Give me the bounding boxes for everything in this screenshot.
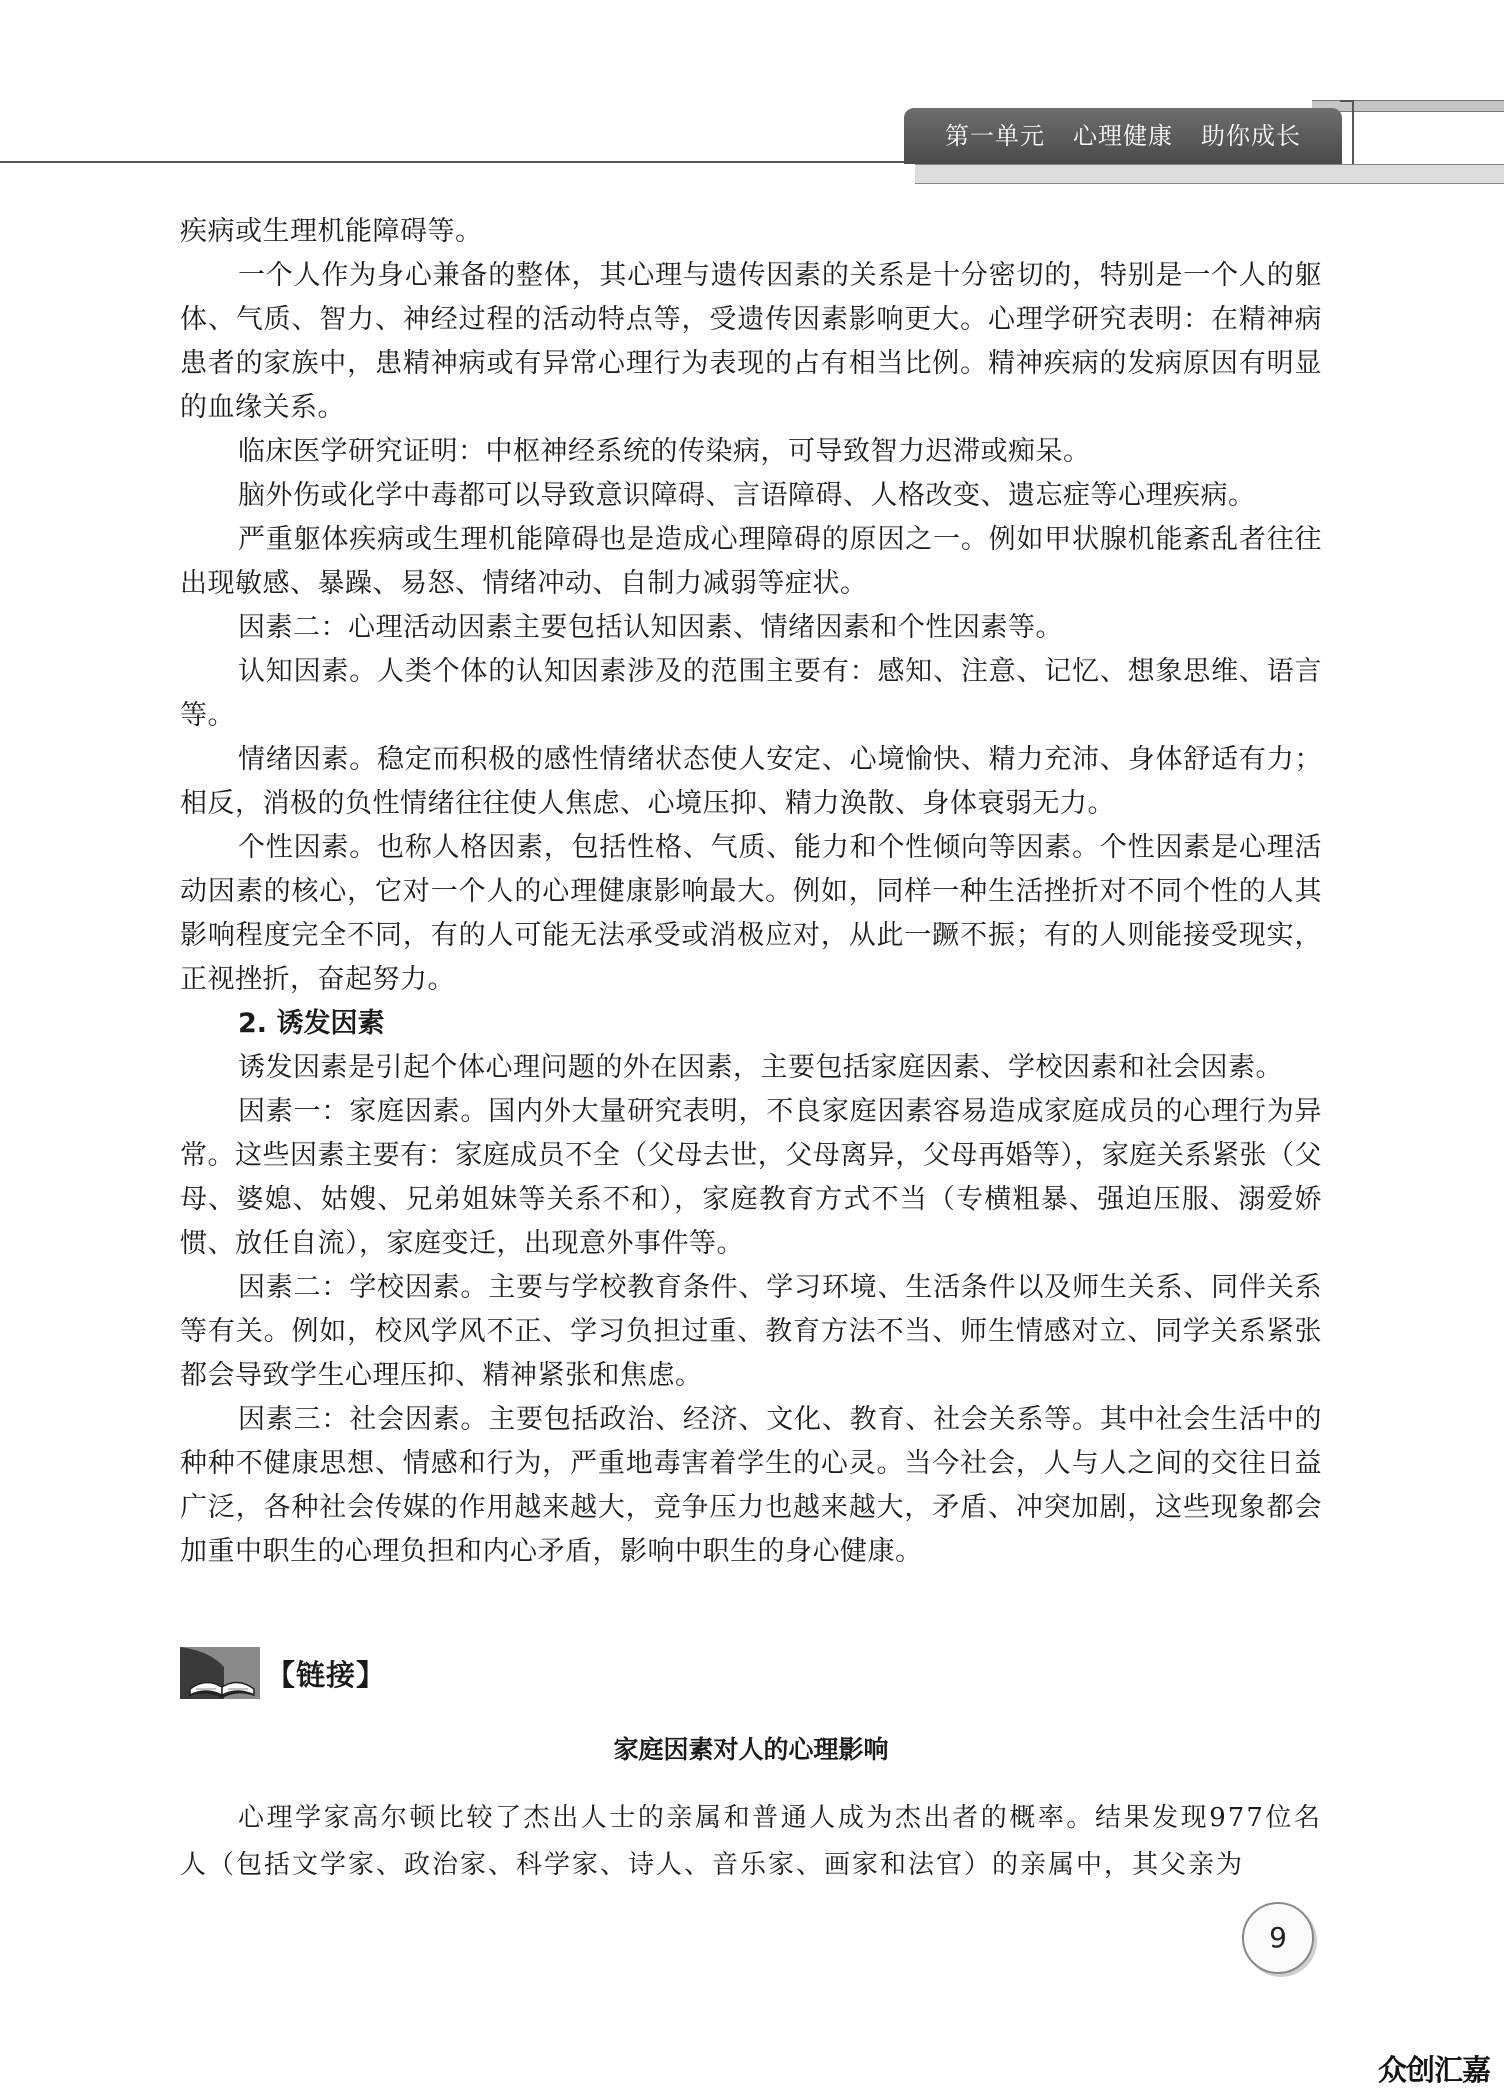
paragraph: 一个人作为身心兼备的整体，其心理与遗传因素的关系是十分密切的，特别是一个人的躯体、气质、智力、神经过程的活动特点等，受遗传因素影响更大。心理学研究表明：在精神病患者的家族中，患精神病或有异常心理行为表现的占有相当比例。精神疾病的发病原因有明显的血缘关系。 — [180, 260, 1322, 423]
watermark-logo: 众创汇嘉 — [1378, 2053, 1491, 2087]
paragraph: 个性因素。也称人格因素，包括性格、气质、能力和个性倾向等因素。个性因素是心理活动因素的核心，它对一个人的心理健康影响最大。例如，同样一种生活挫折对不同个性的人其影响程度完全不同，有的人可能无法承受或消极应对，从此一蹶不振；有的人则能接受现实，正视挫折，奋起努力。 — [180, 832, 1322, 995]
header-title-part1: 心理健康 — [1073, 122, 1173, 150]
header-unit: 第一单元 — [945, 122, 1045, 150]
header-title-part2: 助你成长 — [1201, 122, 1301, 150]
page-number: 9 — [1242, 1902, 1314, 1974]
header-decoration-corner — [1340, 100, 1354, 166]
paragraph: 脑外伤或化学中毒都可以导致意识障碍、言语障碍、人格改变、遗忘症等心理疾病。 — [238, 480, 1256, 511]
running-header — [904, 108, 1342, 164]
open-book-icon — [180, 1647, 262, 1699]
paragraph: 认知因素。人类个体的认知因素涉及的范围主要有：感知、注意、记忆、想象思维、语言等。 — [180, 656, 1322, 731]
header-rule — [0, 161, 905, 163]
page-body — [180, 210, 1322, 1574]
paragraph: 因素二：心理活动因素主要包括认知因素、情绪因素和个性因素等。 — [238, 612, 1063, 643]
section-heading: 2. 诱发因素 — [238, 1008, 385, 1039]
paragraph: 因素一：家庭因素。国内外大量研究表明，不良家庭因素容易造成家庭成员的心理行为异常。这些因素主要有：家庭成员不全（父母去世，父母离异，父母再婚等），家庭关系紧张（父母、婆媳、姑嫂、兄弟姐妹等关系不和），家庭教育方式不当（专横粗暴、强迫压服、溺爱娇惯、放任自流），家庭变迁，出现意外事件等。 — [180, 1096, 1322, 1259]
paragraph: 因素三：社会因素。主要包括政治、经济、文化、教育、社会关系等。其中社会生活中的种种不健康思想、情感和行为，严重地毒害着学生的心灵。当今社会，人与人之间的交往日益广泛，各种社会传媒的作用越来越大，竞争压力也越来越大，矛盾、冲突加剧，这些现象都会加重中职生的心理负担和内心矛盾，影响中职生的身心健康。 — [180, 1404, 1322, 1567]
link-label: 【链接】 — [266, 1657, 387, 1692]
link-body: 心理学家高尔顿比较了杰出人士的亲属和普通人成为杰出者的概率。结果发现977位名人（包括文学家、政治家、科学家、诗人、音乐家、画家和法官）的亲属中，其父亲为 — [180, 1803, 1322, 1880]
paragraph: 因素二：学校因素。主要与学校教育条件、学习环境、生活条件以及师生关系、同伴关系等有关。例如，校风学风不正、学习负担过重、教育方法不当、师生情感对立、同学关系紧张都会导致学生心理压抑、精神紧张和焦虑。 — [180, 1272, 1322, 1391]
paragraph: 疾病或生理机能障碍等。 — [180, 216, 483, 247]
header-decoration-shelf — [915, 164, 1504, 184]
paragraph: 诱发因素是引起个体心理问题的外在因素，主要包括家庭因素、学校因素和社会因素。 — [238, 1052, 1283, 1083]
link-title: 家庭因素对人的心理影响 — [613, 1735, 889, 1764]
paragraph: 临床医学研究证明：中枢神经系统的传染病，可导致智力迟滞或痴呆。 — [238, 436, 1091, 467]
paragraph: 情绪因素。稳定而积极的感性情绪状态使人安定、心境愉快、精力充沛、身体舒适有力；相反，消极的负性情绪往往使人焦虑、心境压抑、精力涣散、身体衰弱无力。 — [180, 744, 1322, 819]
paragraph: 严重躯体疾病或生理机能障碍也是造成心理障碍的原因之一。例如甲状腺机能紊乱者往往出现敏感、暴躁、易怒、情绪冲动、自制力减弱等症状。 — [180, 524, 1322, 599]
link-banner — [180, 1647, 386, 1699]
